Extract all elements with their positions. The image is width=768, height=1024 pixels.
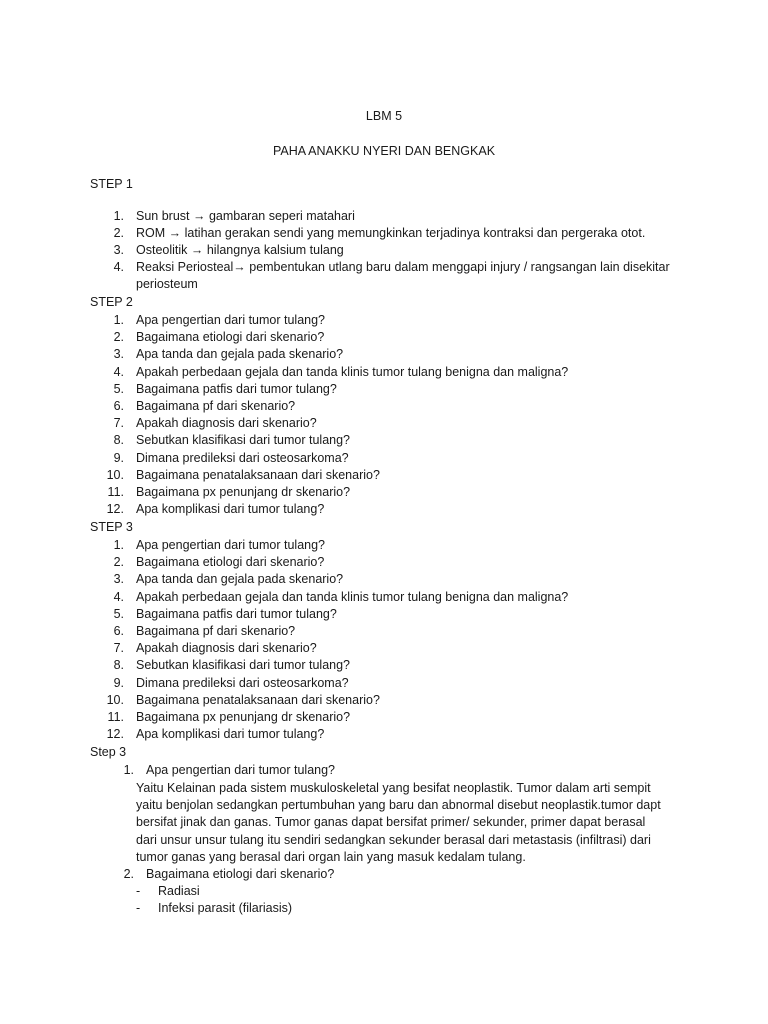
step2-item-text: Bagaimana patfis dari tumor tulang? bbox=[136, 381, 337, 396]
step3-item-number: 5. bbox=[113, 606, 124, 621]
step1-item-number: 1. bbox=[113, 209, 124, 223]
step3-item-number: 9. bbox=[113, 675, 124, 690]
step3-item-number: 3. bbox=[113, 572, 124, 587]
step2-item-text: Apa pengertian dari tumor tulang? bbox=[136, 313, 326, 327]
step2-item-text: Bagaimana pf dari skenario? bbox=[136, 399, 296, 413]
step3-item-number: 7. bbox=[113, 641, 124, 656]
answer-number: 1. bbox=[123, 763, 134, 777]
step3-item-text: Apakah diagnosis dari skenario? bbox=[136, 641, 317, 656]
answer-paragraph bbox=[136, 780, 676, 866]
step2-item-text: Dimana predileksi dari osteosarkoma? bbox=[136, 450, 349, 465]
step2-item-text: Apakah diagnosis dari skenario? bbox=[136, 416, 317, 431]
bullet-text: Radiasi bbox=[158, 884, 200, 898]
step2-item-number: 2. bbox=[113, 330, 124, 345]
step1-item-text: Sun brust → gambaran seperi matahari bbox=[136, 209, 355, 223]
bullet-text: Infeksi parasit (filariasis) bbox=[158, 901, 293, 915]
step1-heading: STEP 1 bbox=[90, 177, 133, 191]
answer-paragraph-line: dari unsur unsur tulang itu sendiri sedangkan sekunder berasal dari metastasis (infiltrasi) dari bbox=[136, 832, 651, 847]
step2-item-text: Bagaimana penatalaksanaan dari skenario? bbox=[136, 467, 380, 482]
step1-item-text: Osteolitik → hilangnya kalsium tulang bbox=[136, 243, 344, 257]
step3-item-number: 4. bbox=[113, 589, 124, 604]
doc-subtitle: PAHA ANAKKU NYERI DAN BENGKAK bbox=[272, 144, 496, 158]
step2-item-text: Sebutkan klasifikasi dari tumor tulang? bbox=[136, 433, 351, 448]
step2-item-number: 1. bbox=[113, 313, 124, 327]
step3-item-number: 12. bbox=[106, 727, 124, 742]
step1-item-number: 3. bbox=[113, 243, 124, 257]
step3-item-number: 6. bbox=[113, 624, 124, 638]
step3-item-text: Bagaimana penatalaksanaan dari skenario? bbox=[136, 692, 380, 707]
answer-paragraph-line: tumor ganas yang berasal dari organ lain yang masuk kedalam tulang. bbox=[136, 849, 526, 864]
bullet-dash: - bbox=[136, 884, 141, 898]
step1-item-text: ROM → latihan gerakan sendi yang memungkinkan terjadinya kontraksi dan pergeraka otot. bbox=[136, 226, 646, 240]
step1-item-text-continued: periosteum bbox=[136, 277, 198, 291]
step2-item-text: Apa komplikasi dari tumor tulang? bbox=[136, 502, 325, 517]
step3-item-number: 8. bbox=[113, 658, 124, 673]
step2-item-number: 9. bbox=[113, 450, 124, 465]
step3-item-text: Apa pengertian dari tumor tulang? bbox=[136, 538, 326, 552]
step2-item-text: Apa tanda dan gejala pada skenario? bbox=[136, 347, 344, 362]
step3-item-text: Bagaimana etiologi dari skenario? bbox=[136, 555, 325, 570]
step2-item-number: 11. bbox=[107, 485, 124, 499]
step2-item-number: 8. bbox=[113, 433, 124, 448]
doc-title: LBM 5 bbox=[365, 109, 403, 123]
step2-item-number: 12. bbox=[106, 502, 124, 517]
step3-item-text: Apa tanda dan gejala pada skenario? bbox=[136, 572, 344, 587]
step1-item-number: 2. bbox=[113, 226, 124, 240]
step3-item-text: Dimana predileksi dari osteosarkoma? bbox=[136, 675, 349, 690]
step3-item-number: 1. bbox=[113, 538, 124, 552]
step2-item-number: 3. bbox=[113, 347, 124, 362]
answer-paragraph-line: bersifat jinak dan ganas. Tumor ganas dapat bersifat primer/ sekunder, primer dapat berasal bbox=[136, 815, 646, 830]
step2-item-number: 4. bbox=[113, 364, 124, 379]
step2-heading: STEP 2 bbox=[90, 295, 133, 309]
step3-item-number: 2. bbox=[113, 555, 124, 570]
step2-item-number: 10. bbox=[106, 467, 124, 482]
step3-item-text: Bagaimana px penunjang dr skenario? bbox=[136, 710, 351, 724]
answer-question: Bagaimana etiologi dari skenario? bbox=[146, 867, 335, 881]
step3-item-number: 10. bbox=[106, 692, 124, 707]
step3-answers-heading: Step 3 bbox=[90, 745, 127, 759]
step1-item-number: 4. bbox=[113, 260, 124, 274]
bullet-dash: - bbox=[136, 901, 141, 915]
step3-heading: STEP 3 bbox=[90, 520, 133, 534]
step3-item-text: Sebutkan klasifikasi dari tumor tulang? bbox=[136, 658, 351, 673]
answer-paragraph-line: yaitu benjolan sedangkan pertumbuhan yang baru dan abnormal disebut neoplastik.tumor dapt bbox=[136, 798, 661, 813]
step3-item-text: Apa komplikasi dari tumor tulang? bbox=[136, 727, 325, 742]
step3-item-number: 11. bbox=[107, 710, 124, 724]
step2-item-number: 5. bbox=[113, 381, 124, 396]
step2-item-number: 6. bbox=[113, 399, 124, 413]
step3-item-text: Bagaimana pf dari skenario? bbox=[136, 624, 296, 638]
answer-question: Apa pengertian dari tumor tulang? bbox=[146, 763, 336, 777]
step3-item-text: Apakah perbedaan gejala dan tanda klinis tumor tulang benigna dan maligna? bbox=[136, 589, 569, 604]
step3-item-text: Bagaimana patfis dari tumor tulang? bbox=[136, 606, 337, 621]
step2-item-text: Apakah perbedaan gejala dan tanda klinis tumor tulang benigna dan maligna? bbox=[136, 364, 569, 379]
step2-item-text: Bagaimana px penunjang dr skenario? bbox=[136, 485, 351, 499]
step1-item-text: Reaksi Periosteal→ pembentukan utlang baru dalam menggapi injury / rangsangan lain disekitar bbox=[136, 260, 670, 274]
step2-item-text: Bagaimana etiologi dari skenario? bbox=[136, 330, 325, 345]
step2-item-number: 7. bbox=[113, 416, 124, 431]
answer-paragraph-line: Yaitu Kelainan pada sistem muskuloskeletal yang besifat neoplastik. Tumor dalam arti sempit bbox=[136, 781, 651, 795]
answer-number: 2. bbox=[123, 867, 134, 881]
